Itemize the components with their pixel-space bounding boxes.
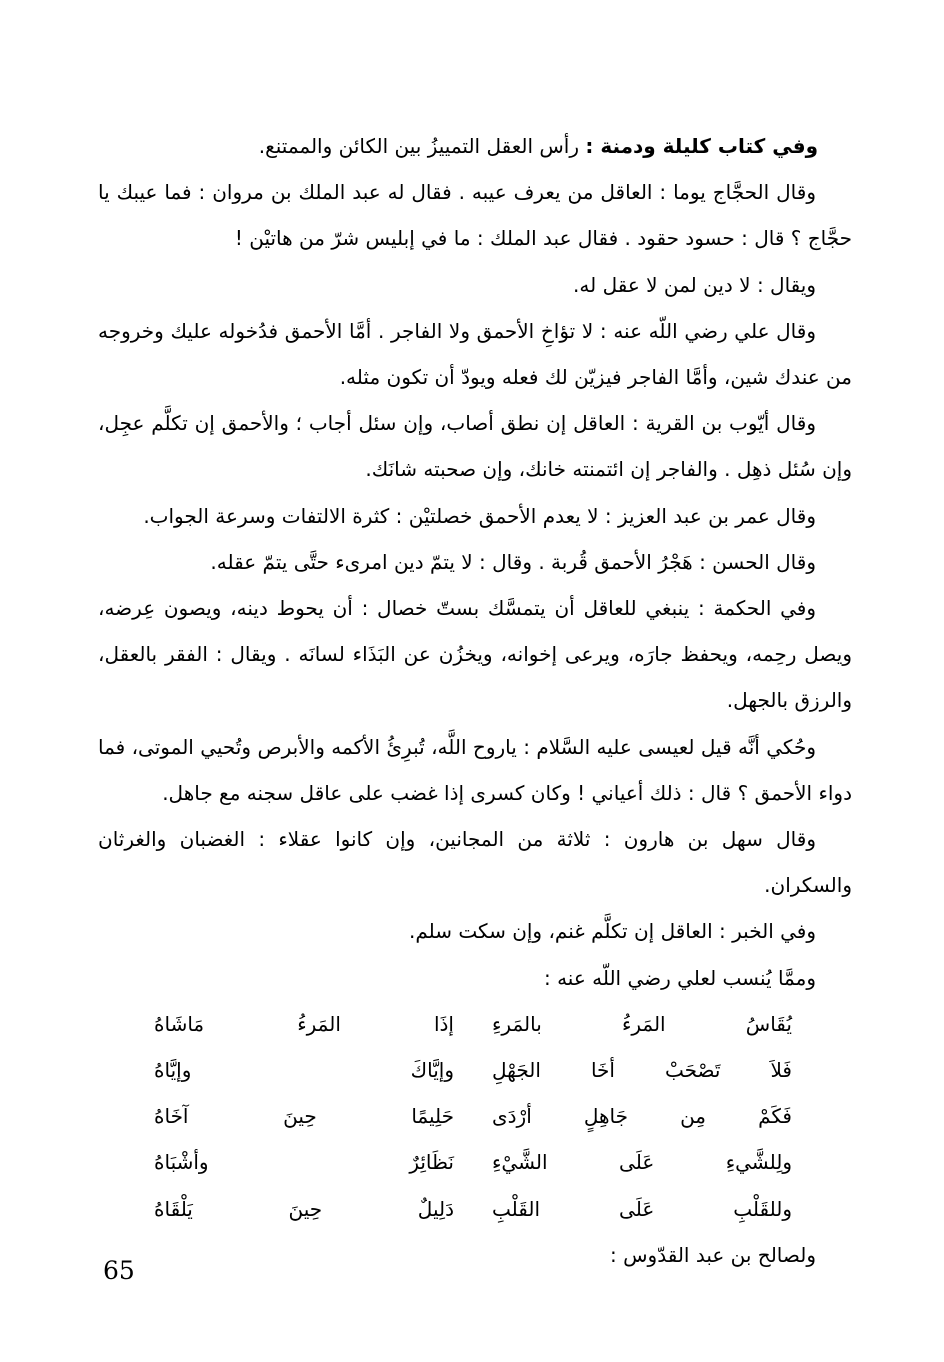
poem-verse xyxy=(98,1139,852,1185)
paragraph: وقال الحجَّاج يوما : العاقل من يعرف عيبه . فقال له عبد الملك بن مروان : فما عيبك يا حجَّاج ؟ قال : حسود حقود . فقال عبد الملك : ما في إبليس شرّ من هاتيْن ! xyxy=(98,180,852,251)
verse-first-hemistich: فَلاَ تَصْحَبْ أخَا الجَهْلِ xyxy=(492,1058,792,1083)
paragraph: وقال أيّوب بن القرية : العاقل إن نطق أصاب، وإن سئل أجاب ؛ والأحمق إن تكلَّم عجِل، وإن سُئل ذهِل . والفاجر إن ائتمنته خانك، وإن صحبته شانَك. xyxy=(98,411,852,482)
paragraph: وقال علي رضي اللّه عنه : لا تؤاخِ الأحمق ولا الفاجر . أمَّا الأحمق فدُخوله عليك وخروجه من عندك شين، وأمَّا الفاجر فيزيّن لك فعله ويودّ أن تكون مثله. xyxy=(98,318,852,390)
paragraph: وحُكي أنَّه قيل لعيسى عليه السَّلام : ياروح اللَّه، تُبرِئُ الأكمه والأبرص وتُحيي الموتى، فما دواء الأحمق ؟ قال : ذلك أعياني ! وكان كسرى إذا غضب على عاقل سجنه مع جاهل. xyxy=(98,734,852,805)
paragraph xyxy=(98,123,852,169)
paragraph: وفي الخبر : العاقل إن تكلَّم غنم، وإن سكت سلم. xyxy=(408,919,816,944)
paragraph: وفي الحكمة : ينبغي للعاقل أن يتمسَّك بستّ خصال : أن يحوط دينه، ويصون عِرضه، ويصل رحِمه، ويحفظ جارَه، ويرعى إخوانه، ويخزُن عن البَذَاء لسانَه . ويقال : الفقر بالعقل، والرزق بالجهل. xyxy=(98,596,852,713)
paragraph: وقال سهل بن هارون : ثلاثة من المجانين، وإن كانوا عقلاء : الغضبان والغرثان والسكران. xyxy=(98,827,852,898)
verse-second-hemistich: نَظَائِرٌ وأشْبَاهُ xyxy=(154,1150,454,1175)
paragraph: وممَّا يُنسب لعلي رضي اللّه عنه : xyxy=(543,965,816,990)
poem-verse xyxy=(98,1093,852,1139)
verse-first-hemistich: وللقَلْبِ عَلَى القَلْبِ xyxy=(492,1196,792,1221)
poem-verse xyxy=(98,1186,852,1232)
poem xyxy=(98,1001,852,1232)
paragraph: وقال عمر بن عبد العزيز : لا يعدم الأحمق خصلتيْن : كثرة الالتفات وسرعة الجواب. xyxy=(143,503,816,528)
closing-line: ولصالح بن عبد القدّوس : xyxy=(610,1242,816,1267)
verse-second-hemistich: إذَا المَرءُ مَاشَاهُ xyxy=(154,1011,454,1036)
verse-second-hemistich: وإيَّاكَ وإيَّاهُ xyxy=(154,1058,454,1083)
paragraph: وقال الحسن : هَجْرُ الأحمق قُربة . وقال : لا يتمّ دين امرىء حتَّى يتمّ عقله. xyxy=(210,549,816,574)
paragraph-text: رأس العقل التمييزُ بين الكائن والممتنع. xyxy=(258,134,579,158)
paragraph-lead: وفي كتاب كليلة ودمنة : xyxy=(585,134,818,158)
paragraph: ويقال : لا دين لمن لا عقل له. xyxy=(573,272,816,297)
verse-first-hemistich: ولِلشَّيءِ عَلَى الشَّيْءِ xyxy=(492,1150,792,1175)
page-text xyxy=(98,123,852,1278)
poem-verse xyxy=(98,1001,852,1047)
verse-second-hemistich: حَلِيمًا حِينَ آخَاهُ xyxy=(154,1104,454,1129)
verse-first-hemistich: فَكَمْ مِن جَاهِلٍ أرْدَى xyxy=(492,1104,792,1129)
poem-verse xyxy=(98,1047,852,1093)
page-number: 65 xyxy=(103,1256,135,1285)
verse-second-hemistich: دَلِيلٌ حِينَ يَلْقَاهُ xyxy=(154,1196,454,1221)
verse-first-hemistich: يُقَاسُ المَرءُ بالمَرءِ xyxy=(492,1011,792,1036)
